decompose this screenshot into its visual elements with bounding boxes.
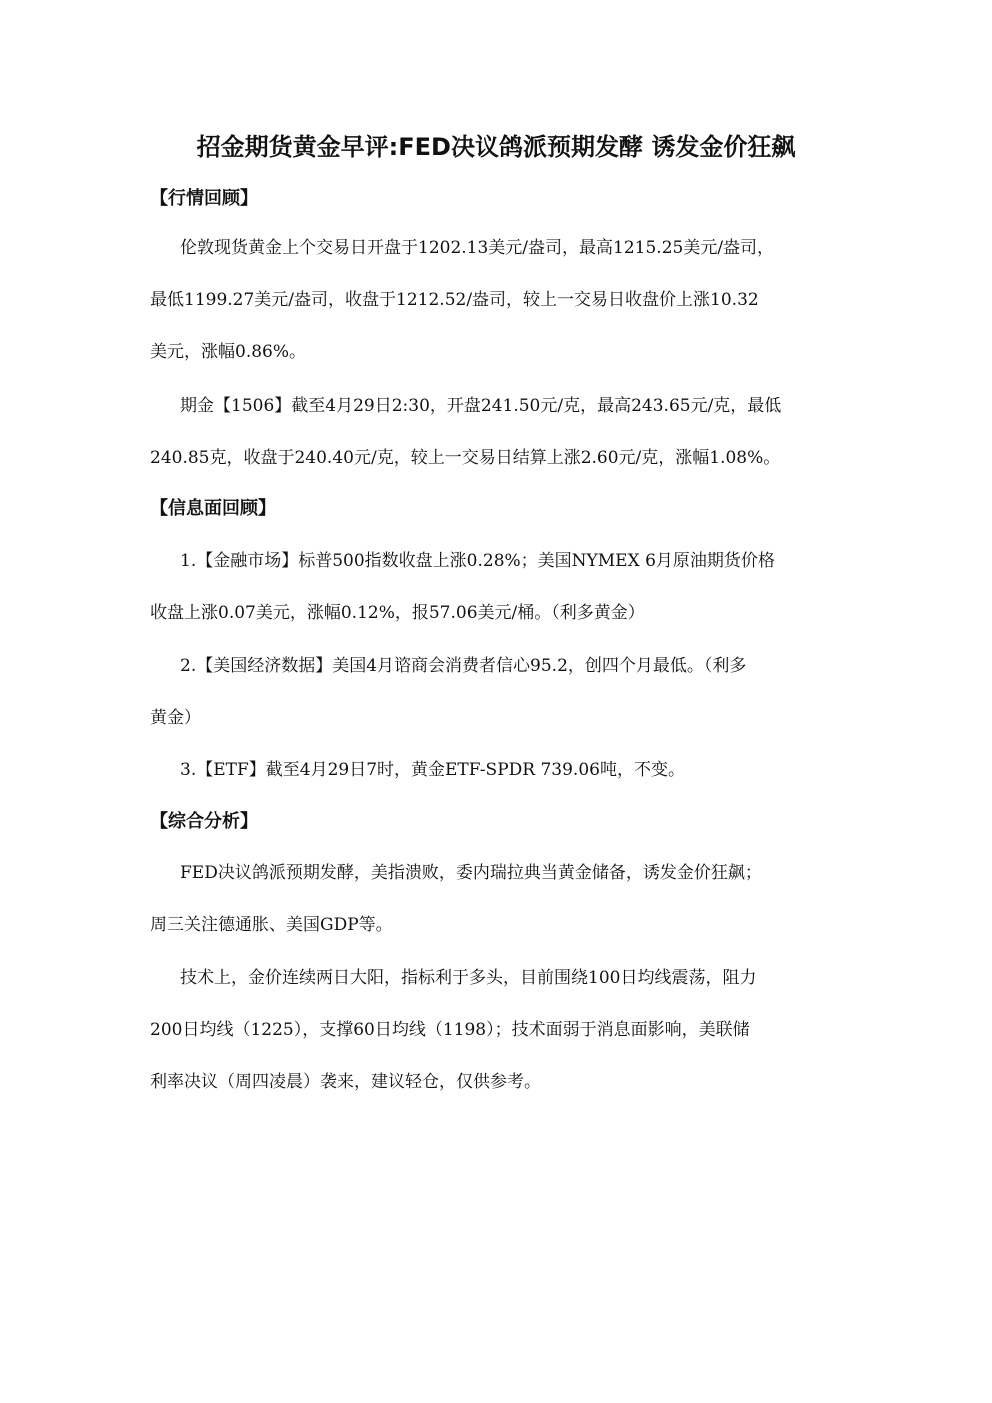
paragraph-line: 黄金）: [150, 708, 201, 728]
paragraph-gold-futures: [150, 380, 842, 484]
paragraph-line: 利率决议（周四凌晨）袭来，建议轻仓，仅供参考。: [150, 1072, 541, 1092]
paragraph-line: 周三关注德通胀、美国GDP等。: [150, 915, 393, 935]
paragraph-line: 期金【1506】截至4月29日2:30，开盘241.50元/克，最高243.65元/克，最低: [180, 396, 782, 416]
paragraph-financial-markets: [150, 535, 842, 639]
paragraph-line: 最低1199.27美元/盎司，收盘于1212.52/盎司，较上一交易日收盘价上涨10.32: [150, 290, 759, 310]
paragraph-london-spot-gold: [150, 222, 842, 378]
paragraph-technical-analysis: [150, 952, 842, 1108]
paragraph-line: 收盘上涨0.07美元，涨幅0.12%，报57.06美元/桶。（利多黄金）: [150, 603, 645, 623]
paragraph-us-economic-data: [150, 640, 842, 744]
document-title: 招金期货黄金早评:FED决议鸽派预期发酵 诱发金价狂飙: [196, 133, 796, 161]
paragraph-line: 技术上，金价连续两日大阳，指标利于多头，目前围绕100日均线震荡，阻力: [180, 968, 757, 988]
paragraph-line: 3.【ETF】截至4月29日7时，黄金ETF-SPDR 739.06吨，不变。: [180, 760, 685, 780]
paragraph-etf: [150, 744, 842, 796]
paragraph-line: 美元，涨幅0.86%。: [150, 342, 307, 362]
paragraph-line: 2.【美国经济数据】美国4月谘商会消费者信心95.2，创四个月最低。（利多: [180, 656, 747, 676]
paragraph-fed-decision: [150, 847, 842, 951]
section-heading-analysis: 【综合分析】: [150, 811, 258, 832]
paragraph-line: FED决议鸽派预期发酵，美指溃败，委内瑞拉典当黄金储备，诱发金价狂飙；: [180, 863, 762, 883]
paragraph-line: 240.85克，收盘于240.40元/克，较上一交易日结算上涨2.60元/克，涨幅1.08%。: [150, 448, 781, 468]
paragraph-line: 200日均线（1225），支撑60日均线（1198）；技术面弱于消息面影响，美联储: [150, 1020, 750, 1040]
section-heading-news-review: 【信息面回顾】: [150, 498, 276, 519]
paragraph-line: 1.【金融市场】标普500指数收盘上涨0.28%；美国NYMEX 6月原油期货价格: [180, 551, 775, 571]
section-heading-market-review: 【行情回顾】: [150, 188, 258, 209]
paragraph-line: 伦敦现货黄金上个交易日开盘于1202.13美元/盎司，最高1215.25美元/盎司，: [180, 238, 775, 258]
